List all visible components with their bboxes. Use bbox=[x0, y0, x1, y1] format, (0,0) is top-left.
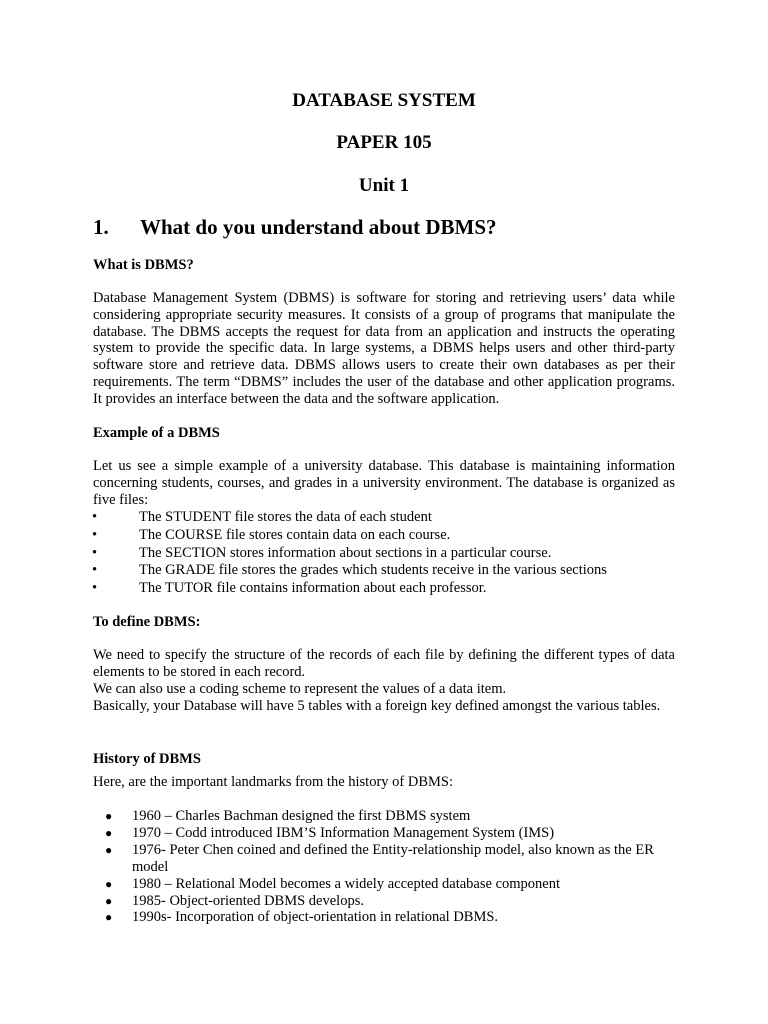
list-item-text: 1976- Peter Chen coined and defined the Entity-relationship model, also known as the ER model bbox=[132, 841, 654, 875]
list-item bbox=[105, 893, 675, 910]
list-item-text: 1980 – Relational Model becomes a widely accepted database component bbox=[132, 875, 561, 892]
bullet-icon: • bbox=[92, 544, 98, 561]
example-paragraph: Let us see a simple example of a university database. This database is maintaining information concerning students, courses, and grades in a university environment. The database is organized as five files: bbox=[93, 458, 675, 508]
bullet-icon: ● bbox=[105, 893, 113, 908]
history-heading: History of DBMS bbox=[93, 751, 201, 767]
bullet-icon: • bbox=[92, 509, 98, 525]
list-item bbox=[105, 808, 675, 825]
history-list bbox=[105, 808, 675, 926]
list-item-text: The TUTOR file contains information about each professor. bbox=[139, 580, 487, 597]
define-paragraph-2: We can also use a coding scheme to represent the values of a data item. bbox=[93, 681, 507, 697]
what-is-dbms-heading: What is DBMS? bbox=[93, 257, 194, 273]
bullet-icon: ● bbox=[105, 809, 113, 823]
paper-number: PAPER 105 bbox=[336, 132, 432, 153]
list-item bbox=[105, 842, 675, 876]
list-item bbox=[105, 876, 675, 893]
list-item bbox=[105, 825, 675, 842]
question-text: What do you understand about DBMS? bbox=[140, 215, 497, 239]
list-item bbox=[93, 527, 675, 545]
list-item-text: The STUDENT file stores the data of each student bbox=[139, 509, 432, 525]
list-item-text: 1990s- Incorporation of object-orientation in relational DBMS. bbox=[132, 909, 499, 926]
bullet-icon: • bbox=[92, 526, 98, 543]
define-dbms-heading: To define DBMS: bbox=[93, 614, 201, 630]
list-item-text: 1960 – Charles Bachman designed the first DBMS system bbox=[132, 808, 471, 824]
bullet-icon: ● bbox=[105, 825, 113, 840]
example-heading: Example of a DBMS bbox=[93, 425, 220, 441]
unit-label: Unit 1 bbox=[358, 175, 410, 196]
bullet-icon: • bbox=[92, 580, 98, 597]
bullet-icon: • bbox=[92, 562, 98, 579]
example-file-list bbox=[93, 509, 675, 598]
define-paragraph-3: Basically, your Database will have 5 tables with a foreign key defined amongst the various tables. bbox=[93, 698, 661, 714]
question-heading bbox=[93, 214, 497, 240]
list-item-text: The COURSE file stores contain data on each course. bbox=[139, 526, 451, 543]
list-item bbox=[93, 580, 675, 598]
history-intro: Here, are the important landmarks from the history of DBMS: bbox=[93, 774, 454, 790]
document-title: DATABASE SYSTEM bbox=[292, 90, 476, 111]
bullet-icon: ● bbox=[105, 842, 113, 857]
list-item bbox=[93, 562, 675, 580]
bullet-icon: ● bbox=[105, 876, 113, 891]
list-item bbox=[93, 509, 675, 527]
list-item bbox=[93, 545, 675, 563]
list-item-text: The SECTION stores information about sections in a particular course. bbox=[139, 544, 552, 561]
bullet-icon: ● bbox=[105, 910, 113, 925]
question-number: 1. bbox=[93, 215, 109, 239]
define-paragraph-1: We need to specify the structure of the records of each file by defining the different types of data elements to be stored in each record. bbox=[93, 647, 675, 680]
list-item-text: The GRADE file stores the grades which students receive in the various sections bbox=[139, 562, 607, 579]
list-item-text: 1970 – Codd introduced IBM’S Information Management System (IMS) bbox=[132, 824, 555, 841]
list-item-text: 1985- Object-oriented DBMS develops. bbox=[132, 892, 364, 909]
list-item bbox=[105, 909, 675, 926]
what-is-dbms-paragraph: Database Management System (DBMS) is software for storing and retrieving users’ data while considering appropriate security measures. It consists of a group of programs that manipulate the database. The DBMS accepts the request for data from an application and instructs the operating system to provide the specific data. In large systems, a DBMS helps users and other third-party software store and retrieve data. DBMS allows users to create their own databases as per their requirements. The term “DBMS” includes the user of the database and other application programs. It provides an interface between the data and the software application. bbox=[93, 290, 675, 407]
